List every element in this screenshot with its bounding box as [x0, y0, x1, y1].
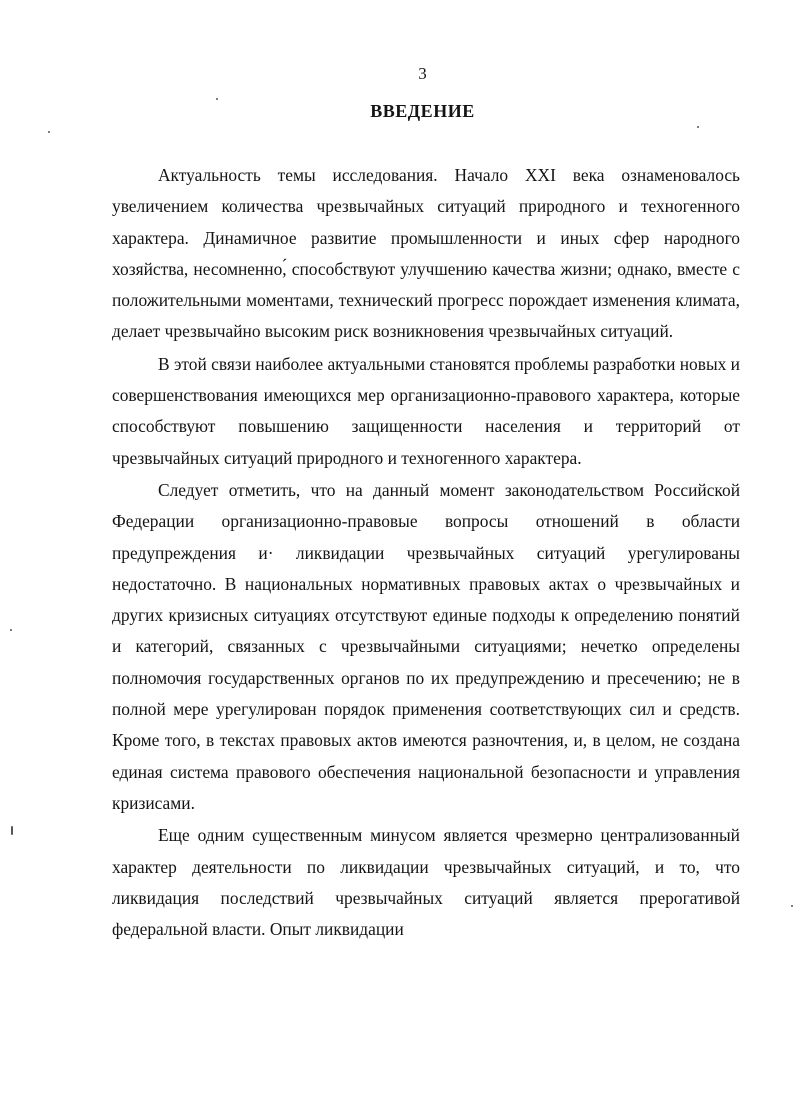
document-body [112, 160, 740, 946]
scan-speck [216, 98, 218, 100]
paragraph-centralization: Еще одним существенным минусом является чрезмерно централизованный характер деятельности по ликвидации чрезвычайных ситуаций, и то, что ликвидация последствий чрезвычайных ситуаций является прерогативой федеральной власти. Опыт ликвидации [112, 825, 740, 940]
paragraph-legislation: Следует отметить, что на данный момент законодательством Российской Федерации организационно-правовые вопросы отношений в области предупреждения и· ликвидации чрезвычайных ситуаций урегулированы недостаточно. В национальных нормативных правовых актах о чрезвычайных и других кризисных ситуациях отсутствуют единые подходы к определению понятий и категорий, связанных с чрезвычайными ситуациями; нечетко определены полномочия государственных органов по их предупреждению и пресечению; не в полной мере урегулирован порядок применения соответствующих сил и средств. Кроме того, в текстах правовых актов имеются разночтения, и, в целом, не создана единая система правового обеспечения национальной безопасности и управления кризисами. [112, 479, 740, 813]
page-number: 3 [418, 64, 427, 83]
scan-speck [697, 126, 699, 128]
paragraph-relevance: Актуальность темы исследования. Начало XXI века ознаменовалось увеличением количества чрезвычайных ситуаций природного и техногенного характера. Динамичное развитие промышленности и иных сфер народного хозяйства, несомненно,́ способствуют улучшению качества жизни; однако, вместе с положительными моментами, технический прогресс порождает изменения климата, делает чрезвычайно высоким риск возникновения чрезвычайных ситуаций. [112, 165, 740, 342]
scan-speck [11, 826, 13, 835]
scan-speck [48, 131, 50, 133]
scan-speck [10, 629, 12, 631]
paragraph-problems: В этой связи наиболее актуальными становятся проблемы разработки новых и совершенствования имеющихся мер организационно-правового характера, которые способствуют повышению защищенности населения и территорий от чрезвычайных ситуаций природного и техногенного характера. [112, 353, 740, 468]
page-title: ВВЕДЕНИЕ [370, 101, 475, 121]
scan-speck [791, 905, 793, 907]
